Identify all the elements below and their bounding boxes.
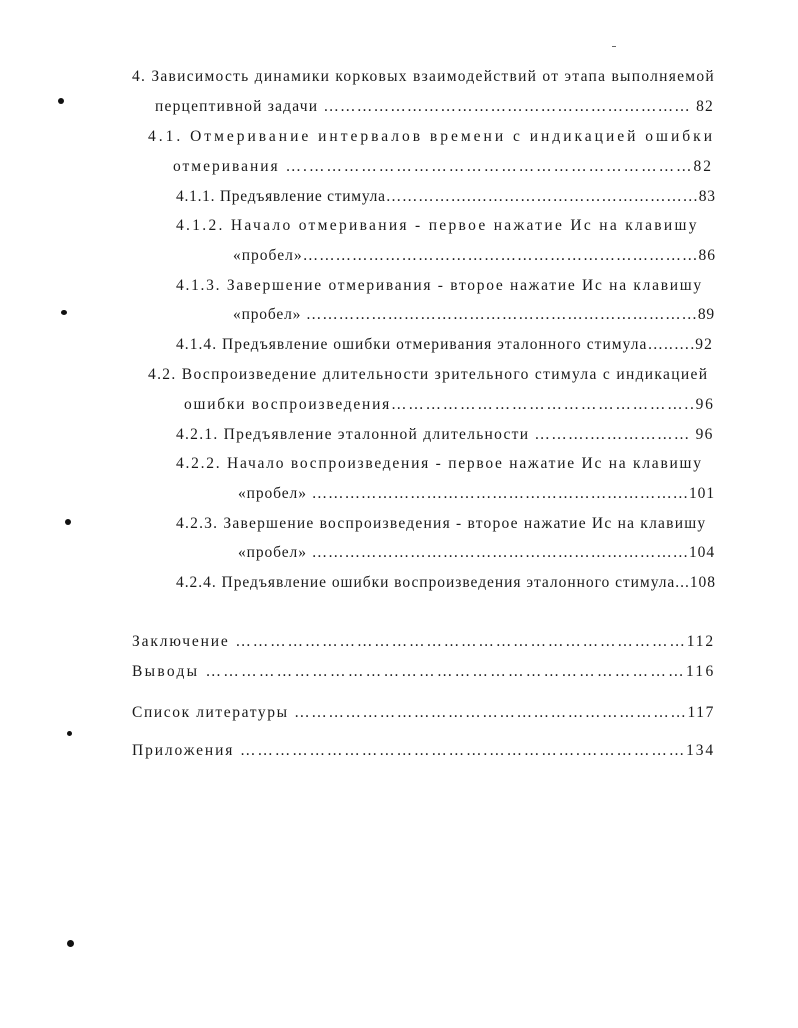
scan-speck [67,731,72,736]
scan-speck [65,519,71,525]
scan-speck [61,310,67,315]
toc-entry-references: Список литературы ……………………………………………………………117 [132,704,715,721]
toc-entry-4-1-1: 4.1.1. Предъявление стимула…………….……………………………………83 [176,188,716,205]
toc-entry-4-1-3-title: 4.1.3. Завершение отмеривания - второе нажатие Ис на клавишу [176,277,703,294]
toc-entry-4-1-4: 4.1.4. Предъявление ошибки отмеривания эталонного стимула…..….92 [176,336,713,353]
toc-entry-4-2-page: ошибки воспроизведения……………………………………………..96 [184,396,715,413]
scan-mark [612,46,616,47]
toc-entry-4-2-2-page: «пробел» ……………………………………………………………101 [238,485,715,502]
toc-entry-4-2-3-page: «пробел» ……………………………………………………………104 [238,544,715,561]
toc-entry-4-1-title: 4.1. Отмеривание интервалов времени с индикацией ошибки [148,128,715,145]
scan-speck [67,940,74,947]
toc-entry-findings: Выводы ………………………………………………………………………116 [132,663,716,680]
toc-entry-appendices: Приложения …………………………………….…………….………………134 [132,742,715,759]
toc-entry-4-2-4: 4.2.4. Предъявление ошибки воспроизведения эталонного стимула...108 [176,574,716,591]
toc-entry-conclusion: Заключение ……………………………………………………………………112 [132,633,715,650]
toc-entry-4-page: перцептивной задачи ………………………………………………………… 82 [155,98,715,115]
toc-entry-4-2-title: 4.2. Воспроизведение длительности зрительного стимула с индикацией [148,366,709,383]
toc-entry-4-1-2-page: «пробел»………………………………………………………………86 [233,247,716,264]
toc-entry-4-title: 4. Зависимость динамики корковых взаимодействий от этапа выполняемой [132,68,715,85]
toc-entry-4-2-2-title: 4.2.2. Начало воспроизведения - первое нажатие Ис на клавишу [176,455,703,472]
toc-entry-4-1-2-title: 4.1.2. Начало отмеривания - первое нажатие Ис на клавишу [176,217,699,234]
scan-speck [58,98,64,104]
toc-entry-4-1-3-page: «пробел» ………………………………………………………………89 [233,306,715,323]
toc-entry-4-2-1: 4.2.1. Предъявление эталонной длительности ……….……………… 96 [176,426,714,443]
toc-entry-4-1-page: отмеривания ….…………………………………………………………82 [173,158,714,175]
toc-entry-4-2-3-title: 4.2.3. Завершение воспроизведения - второе нажатие Ис на клавишу [176,515,707,532]
